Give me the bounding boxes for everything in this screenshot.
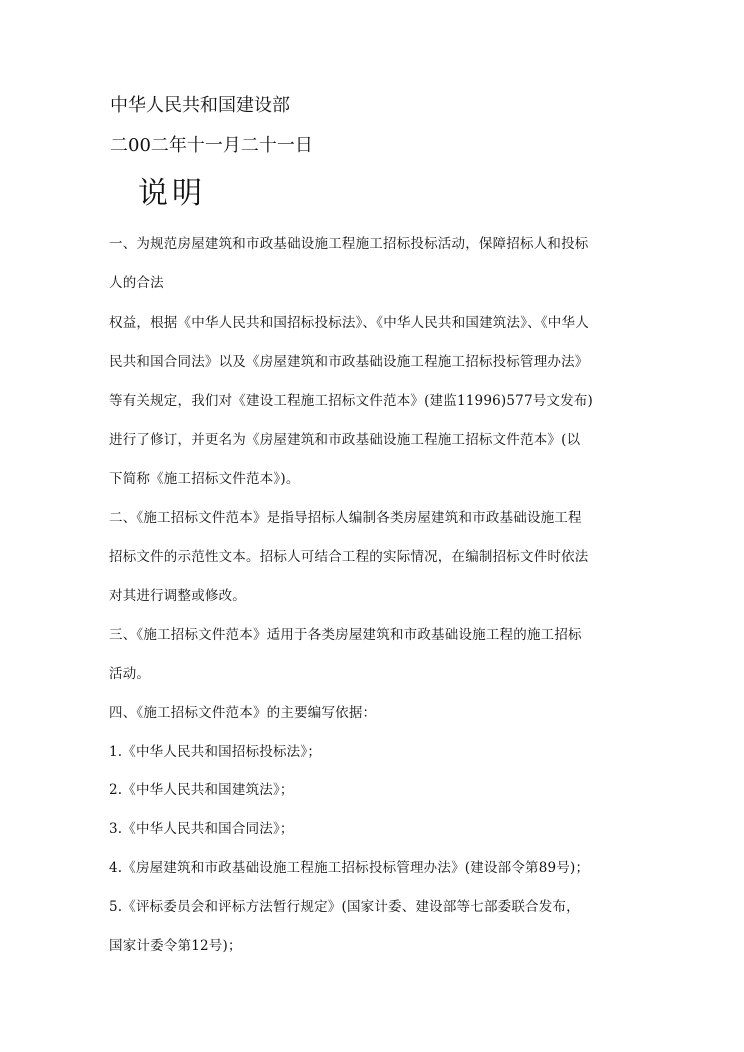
paragraph-line: 三、《施工招标文件范本》适用于各类房屋建筑和市政基础设施工程的施工招标 bbox=[109, 627, 582, 643]
paragraph-line: 活动。 bbox=[109, 666, 151, 682]
list-item: 2.《中华人民共和国建筑法》； bbox=[109, 782, 294, 798]
list-item: 4.《房屋建筑和市政基础设施工程施工招标投标管理办法》(建设部令第89号)； bbox=[109, 860, 590, 876]
paragraph-line: 权益，根据《中华人民共和国招标投标法》、《中华人民共和国建筑法》、《中华人 bbox=[109, 315, 589, 331]
paragraph-line: 对其进行调整或修改。 bbox=[109, 588, 246, 604]
paragraph-line: 进行了修订，并更名为《房屋建筑和市政基础设施工程施工招标文件范本》(以 bbox=[109, 432, 581, 448]
paragraph-line: 民共和国合同法》以及《房屋建筑和市政基础设施工程施工招标投标管理办法》 bbox=[109, 354, 589, 370]
issuing-organization: 中华人民共和国建设部 bbox=[110, 95, 290, 116]
list-item: 5.《评标委员会和评标方法暂行规定》(国家计委、建设部等七部委联合发布， bbox=[109, 899, 580, 915]
paragraph-line: 招标文件的示范性文本。招标人可结合工程的实际情况，在编制招标文件时依法 bbox=[109, 549, 589, 565]
list-item-continuation: 国家计委令第12号)； bbox=[109, 938, 242, 954]
paragraph-line: 下简称《施工招标文件范本》)。 bbox=[109, 471, 300, 487]
paragraph-line: 人的合法 bbox=[109, 275, 164, 291]
paragraph-line: 等有关规定，我们对《建设工程施工招标文件范本》(建监11996)577号文发布) bbox=[109, 393, 594, 409]
paragraph-line: 一、为规范房屋建筑和市政基础设施工程施工招标投标活动，保障招标人和投标 bbox=[109, 236, 589, 252]
document-title: 说明 bbox=[138, 176, 206, 211]
paragraph-line: 二、《施工招标文件范本》是指导招标人编制各类房屋建筑和市政基础设施工程 bbox=[109, 510, 582, 526]
list-item: 3.《中华人民共和国合同法》； bbox=[109, 821, 294, 837]
issue-date: 二00二年十一月二十一日 bbox=[110, 135, 313, 156]
list-item: 1.《中华人民共和国招标投标法》； bbox=[109, 744, 322, 760]
paragraph-line: 四、《施工招标文件范本》的主要编写依据： bbox=[109, 705, 377, 721]
